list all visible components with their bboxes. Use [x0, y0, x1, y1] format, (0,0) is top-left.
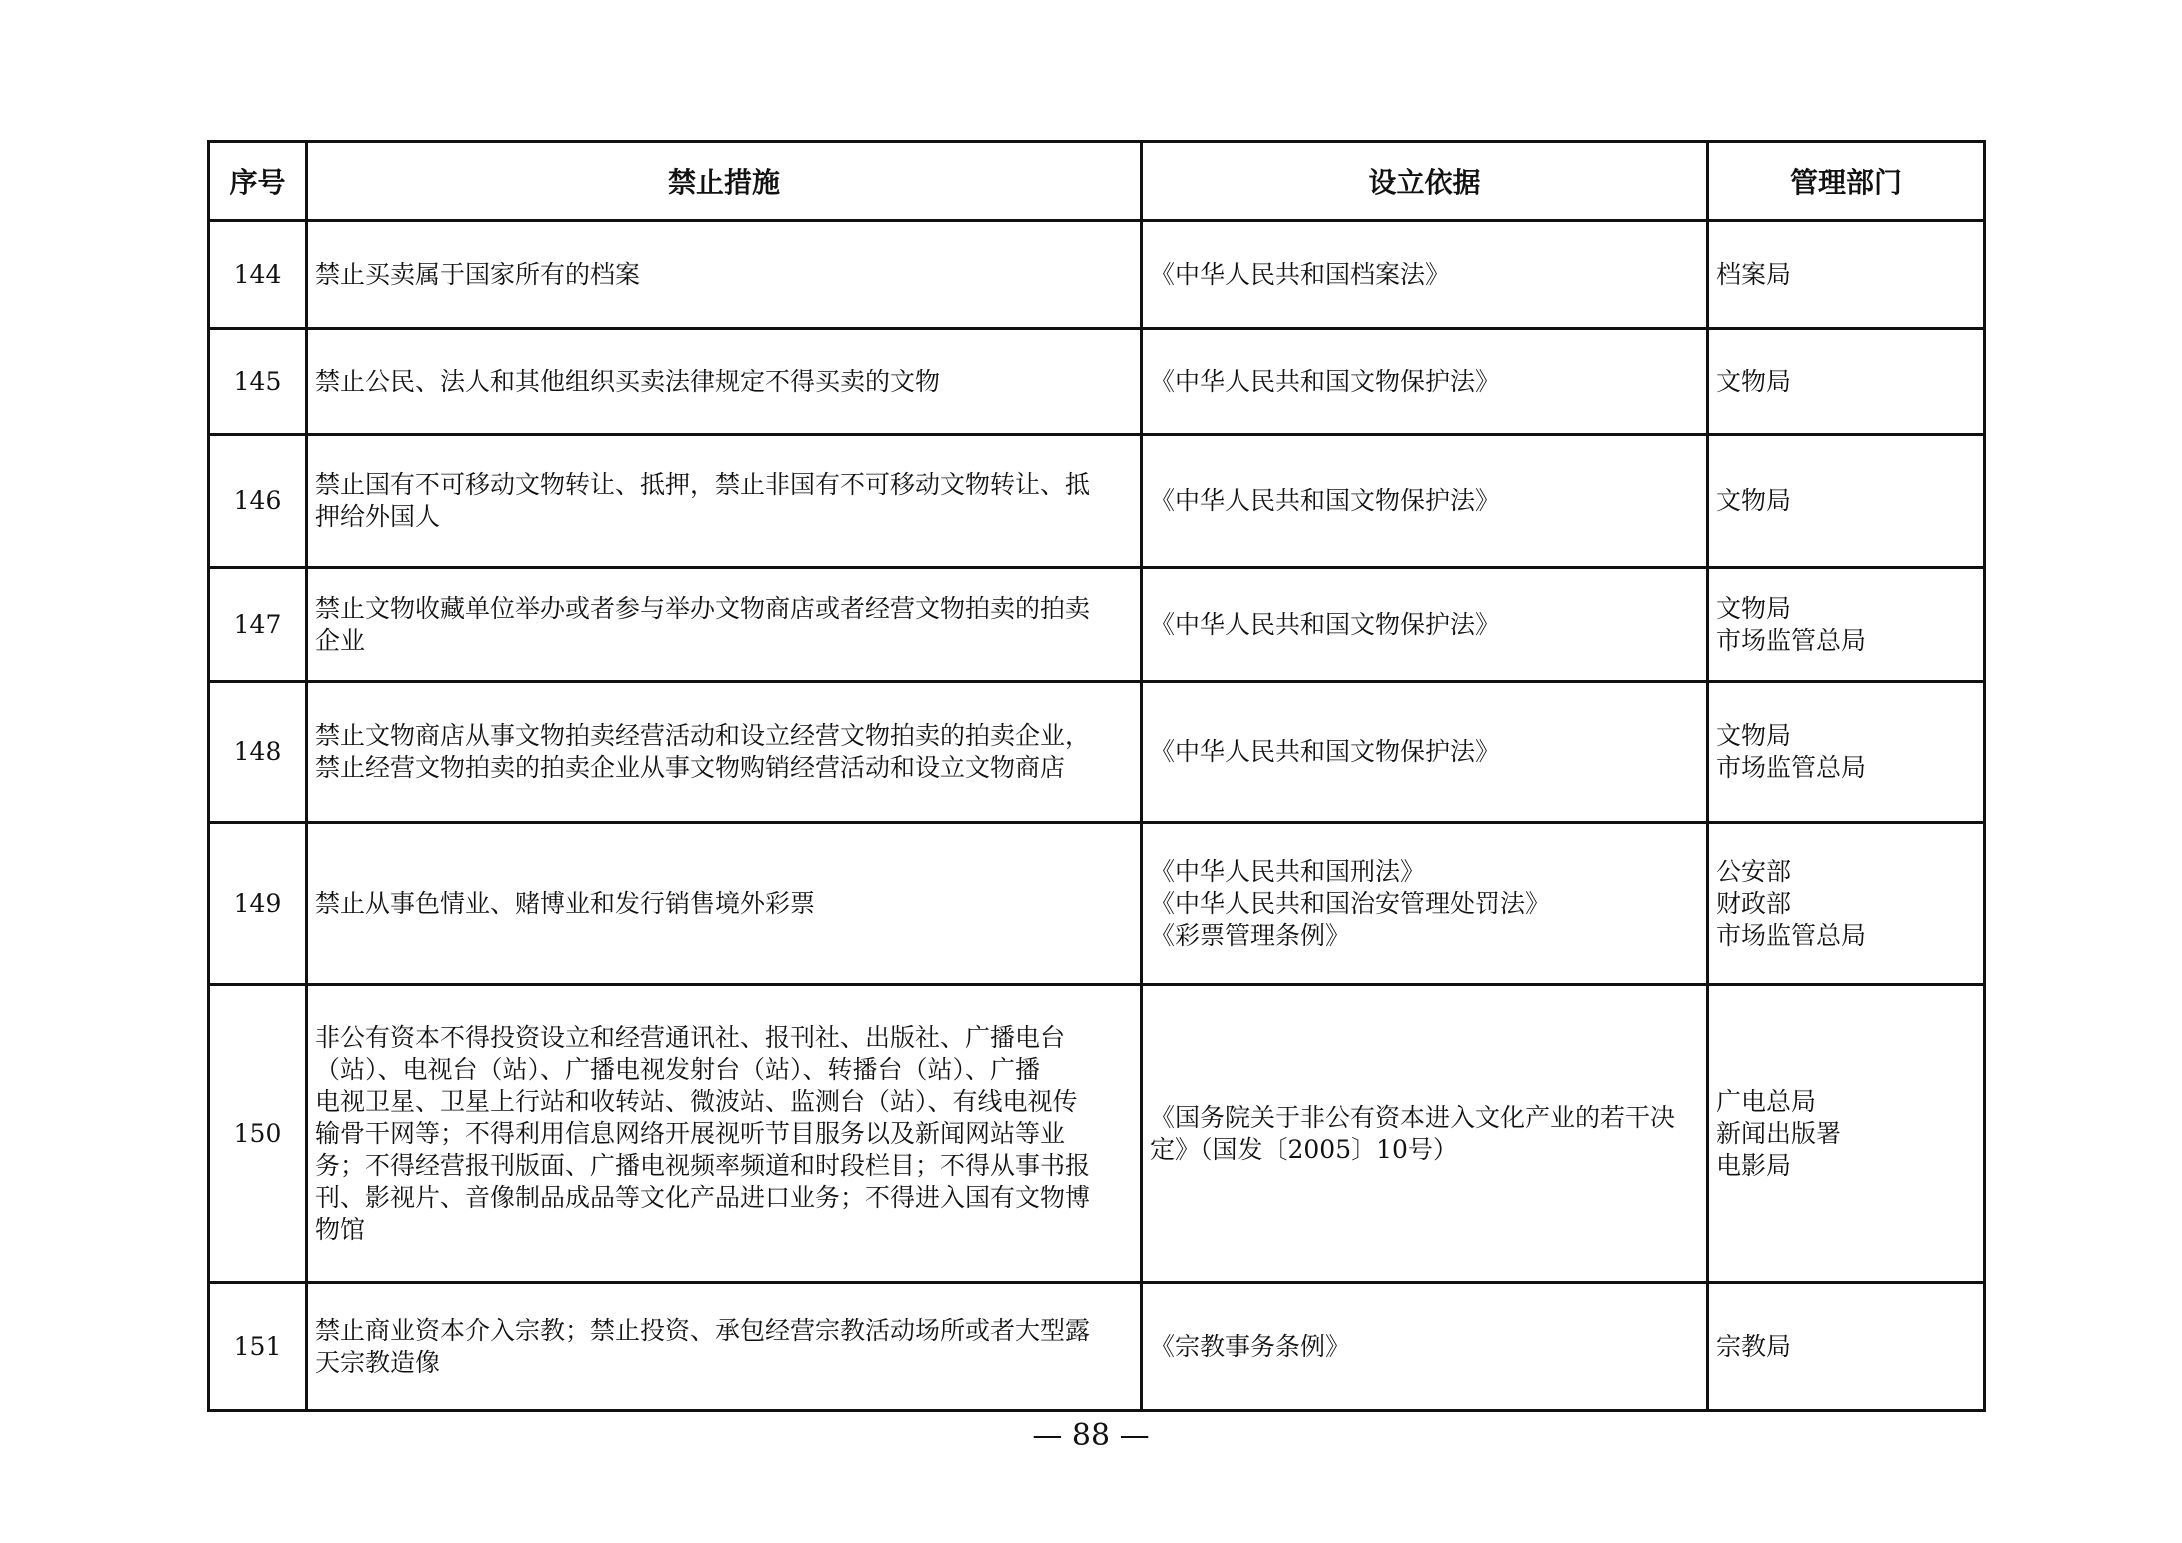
row-dept: 文物局 市场监管总局	[1708, 682, 1985, 823]
row-basis: 《中华人民共和国文物保护法》	[1142, 568, 1708, 682]
row-basis: 《中华人民共和国文物保护法》	[1142, 682, 1708, 823]
row-measure: 禁止文物商店从事文物拍卖经营活动和设立经营文物拍卖的拍卖企业， 禁止经营文物拍卖的拍卖企业从事文物购销经营活动和设立文物商店	[307, 682, 1142, 823]
row-dept: 文物局 市场监管总局	[1708, 568, 1985, 682]
header-seq: 序号	[209, 142, 307, 221]
row-measure: 禁止公民、法人和其他组织买卖法律规定不得买卖的文物	[307, 329, 1142, 435]
row-seq: 147	[209, 568, 307, 682]
table-header-row	[209, 142, 1985, 221]
row-measure: 禁止商业资本介入宗教；禁止投资、承包经营宗教活动场所或者大型露 天宗教造像	[307, 1283, 1142, 1411]
row-measure: 禁止买卖属于国家所有的档案	[307, 221, 1142, 329]
row-dept: 档案局	[1708, 221, 1985, 329]
header-basis: 设立依据	[1142, 142, 1708, 221]
table-row	[209, 682, 1985, 823]
row-basis: 《宗教事务条例》	[1142, 1283, 1708, 1411]
header-dept: 管理部门	[1708, 142, 1985, 221]
row-seq: 146	[209, 435, 307, 568]
row-seq: 148	[209, 682, 307, 823]
prohibition-table	[207, 140, 1986, 1412]
row-basis: 《中华人民共和国刑法》 《中华人民共和国治安管理处罚法》 《彩票管理条例》	[1142, 823, 1708, 985]
row-dept: 宗教局	[1708, 1283, 1985, 1411]
row-seq: 149	[209, 823, 307, 985]
row-dept: 广电总局 新闻出版署 电影局	[1708, 985, 1985, 1283]
row-basis: 《中华人民共和国文物保护法》	[1142, 435, 1708, 568]
header-measure: 禁止措施	[307, 142, 1142, 221]
table-row	[209, 1283, 1985, 1411]
row-basis: 《中华人民共和国文物保护法》	[1142, 329, 1708, 435]
table-row	[209, 435, 1985, 568]
row-measure: 禁止从事色情业、赌博业和发行销售境外彩票	[307, 823, 1142, 985]
table-row	[209, 985, 1985, 1283]
table-row	[209, 823, 1985, 985]
row-measure: 非公有资本不得投资设立和经营通讯社、报刊社、出版社、广播电台 （站）、电视台（站）、广播电视发射台（站）、转播台（站）、广播 电视卫星、卫星上行站和收转站、微波站、监测台（站）、有线电视传 输骨干网等；不得利用信息网络开展视听节目服务以及新闻网站等业 务；不得经营报刊版面、广播电视频率频道和时段栏目；不得从事书报 刊、影视片、音像制品成品等文化产品进口业务；不得进入国有文物博 物馆	[307, 985, 1142, 1283]
row-seq: 151	[209, 1283, 307, 1411]
row-dept: 公安部 财政部 市场监管总局	[1708, 823, 1985, 985]
table-row	[209, 329, 1985, 435]
row-seq: 144	[209, 221, 307, 329]
row-dept: 文物局	[1708, 435, 1985, 568]
row-measure: 禁止国有不可移动文物转让、抵押，禁止非国有不可移动文物转让、抵 押给外国人	[307, 435, 1142, 568]
row-measure: 禁止文物收藏单位举办或者参与举办文物商店或者经营文物拍卖的拍卖 企业	[307, 568, 1142, 682]
row-basis: 《中华人民共和国档案法》	[1142, 221, 1708, 329]
row-basis: 《国务院关于非公有资本进入文化产业的若干决 定》（国发〔2005〕10号）	[1142, 985, 1708, 1283]
page-number: — 88 —	[1032, 1418, 1150, 1453]
table-row	[209, 221, 1985, 329]
table-row	[209, 568, 1985, 682]
row-dept: 文物局	[1708, 329, 1985, 435]
row-seq: 150	[209, 985, 307, 1283]
row-seq: 145	[209, 329, 307, 435]
